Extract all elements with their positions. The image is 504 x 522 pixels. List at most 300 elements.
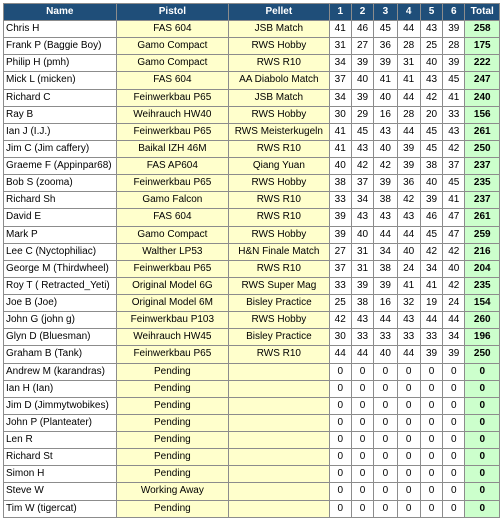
- player-name: Richard St: [4, 449, 117, 466]
- round-score-6: 39: [443, 55, 465, 72]
- table-row: [4, 89, 500, 106]
- pistol-cell: Pending: [116, 432, 229, 449]
- round-score-3: 40: [374, 89, 397, 106]
- round-score-4: 39: [397, 140, 420, 157]
- round-score-2: 0: [351, 432, 373, 449]
- round-score-4: 0: [397, 483, 420, 500]
- round-score-6: 0: [443, 432, 465, 449]
- round-score-6: 41: [443, 89, 465, 106]
- round-score-5: 43: [420, 72, 442, 89]
- total-score: 235: [465, 277, 500, 294]
- player-name: David E: [4, 209, 117, 226]
- table-row: [4, 260, 500, 277]
- round-score-6: 0: [443, 466, 465, 483]
- total-score: 250: [465, 346, 500, 363]
- round-score-6: 42: [443, 277, 465, 294]
- table-row: [4, 466, 500, 483]
- pistol-cell: Pending: [116, 397, 229, 414]
- round-score-5: 39: [420, 346, 442, 363]
- round-score-5: 20: [420, 106, 442, 123]
- table-row: [4, 277, 500, 294]
- round-score-6: 42: [443, 243, 465, 260]
- player-name: Richard Sh: [4, 192, 117, 209]
- pellet-cell: JSB Match: [229, 89, 329, 106]
- header-pistol: Pistol: [116, 4, 229, 21]
- round-score-1: 0: [329, 397, 351, 414]
- player-name: Philip H (pmh): [4, 55, 117, 72]
- round-score-3: 41: [374, 72, 397, 89]
- round-score-2: 34: [351, 192, 373, 209]
- pellet-cell: [229, 414, 329, 431]
- total-score: 196: [465, 329, 500, 346]
- round-score-4: 28: [397, 106, 420, 123]
- round-score-6: 33: [443, 106, 465, 123]
- round-score-2: 45: [351, 123, 373, 140]
- round-score-5: 45: [420, 226, 442, 243]
- pellet-cell: [229, 500, 329, 518]
- total-score: 0: [465, 414, 500, 431]
- table-row: [4, 72, 500, 89]
- round-score-5: 41: [420, 277, 442, 294]
- pistol-cell: Gamo Falcon: [116, 192, 229, 209]
- round-score-2: 29: [351, 106, 373, 123]
- round-score-4: 36: [397, 175, 420, 192]
- round-score-1: 27: [329, 243, 351, 260]
- round-score-4: 0: [397, 414, 420, 431]
- round-score-4: 0: [397, 363, 420, 380]
- round-score-1: 38: [329, 175, 351, 192]
- round-score-1: 37: [329, 260, 351, 277]
- table-row: [4, 140, 500, 157]
- table-row: [4, 158, 500, 175]
- table-row: [4, 243, 500, 260]
- round-score-6: 0: [443, 414, 465, 431]
- round-score-4: 42: [397, 192, 420, 209]
- round-score-5: 0: [420, 500, 442, 518]
- round-score-3: 0: [374, 449, 397, 466]
- round-score-5: 40: [420, 175, 442, 192]
- pellet-cell: [229, 466, 329, 483]
- total-score: 216: [465, 243, 500, 260]
- round-score-2: 39: [351, 277, 373, 294]
- total-score: 0: [465, 397, 500, 414]
- header-round-3: 3: [374, 4, 397, 21]
- round-score-3: 43: [374, 209, 397, 226]
- round-score-3: 0: [374, 414, 397, 431]
- header-round-6: 6: [443, 4, 465, 21]
- round-score-6: 28: [443, 38, 465, 55]
- round-score-3: 44: [374, 226, 397, 243]
- round-score-1: 0: [329, 363, 351, 380]
- round-score-3: 0: [374, 483, 397, 500]
- round-score-4: 44: [397, 123, 420, 140]
- player-name: Graham B (Tank): [4, 346, 117, 363]
- table-row: [4, 192, 500, 209]
- total-score: 204: [465, 260, 500, 277]
- round-score-2: 39: [351, 55, 373, 72]
- round-score-5: 0: [420, 432, 442, 449]
- player-name: Ian J (I.J.): [4, 123, 117, 140]
- player-name: John P (Planteater): [4, 414, 117, 431]
- player-name: Andrew M (karandras): [4, 363, 117, 380]
- round-score-6: 41: [443, 192, 465, 209]
- round-score-1: 0: [329, 380, 351, 397]
- round-score-2: 38: [351, 295, 373, 312]
- pellet-cell: Qiang Yuan: [229, 158, 329, 175]
- round-score-1: 31: [329, 38, 351, 55]
- round-score-4: 44: [397, 89, 420, 106]
- round-score-6: 0: [443, 363, 465, 380]
- scores-table: [3, 3, 500, 518]
- pistol-cell: Gamo Compact: [116, 55, 229, 72]
- pellet-cell: RWS R10: [229, 140, 329, 157]
- pistol-cell: Original Model 6G: [116, 277, 229, 294]
- round-score-5: 0: [420, 466, 442, 483]
- round-score-6: 0: [443, 397, 465, 414]
- round-score-1: 33: [329, 192, 351, 209]
- round-score-2: 42: [351, 158, 373, 175]
- pistol-cell: Weihrauch HW40: [116, 106, 229, 123]
- round-score-6: 43: [443, 123, 465, 140]
- player-name: Bob S (zooma): [4, 175, 117, 192]
- table-row: [4, 175, 500, 192]
- pellet-cell: RWS Super Mag: [229, 277, 329, 294]
- pellet-cell: RWS Meisterkugeln: [229, 123, 329, 140]
- pellet-cell: [229, 397, 329, 414]
- round-score-2: 40: [351, 72, 373, 89]
- round-score-2: 39: [351, 89, 373, 106]
- round-score-5: 39: [420, 192, 442, 209]
- round-score-3: 38: [374, 260, 397, 277]
- table-row: [4, 414, 500, 431]
- player-name: Jim D (Jimmytwobikes): [4, 397, 117, 414]
- table-body: [4, 21, 500, 518]
- pistol-cell: Working Away: [116, 483, 229, 500]
- round-score-2: 31: [351, 243, 373, 260]
- round-score-4: 0: [397, 380, 420, 397]
- round-score-4: 39: [397, 158, 420, 175]
- player-name: John G (john g): [4, 312, 117, 329]
- round-score-2: 31: [351, 260, 373, 277]
- round-score-1: 39: [329, 226, 351, 243]
- round-score-3: 39: [374, 175, 397, 192]
- round-score-1: 0: [329, 500, 351, 518]
- round-score-2: 0: [351, 483, 373, 500]
- player-name: Frank P (Baggie Boy): [4, 38, 117, 55]
- header-round-5: 5: [420, 4, 442, 21]
- table-row: [4, 397, 500, 414]
- round-score-5: 45: [420, 140, 442, 157]
- pellet-cell: [229, 483, 329, 500]
- total-score: 235: [465, 175, 500, 192]
- player-name: Steve W: [4, 483, 117, 500]
- player-name: Mick L (micken): [4, 72, 117, 89]
- round-score-1: 0: [329, 414, 351, 431]
- total-score: 240: [465, 89, 500, 106]
- round-score-4: 0: [397, 466, 420, 483]
- pellet-cell: RWS Hobby: [229, 106, 329, 123]
- pistol-cell: Weihrauch HW45: [116, 329, 229, 346]
- round-score-5: 42: [420, 243, 442, 260]
- round-score-1: 30: [329, 106, 351, 123]
- total-score: 237: [465, 192, 500, 209]
- pistol-cell: Feinwerkbau P65: [116, 175, 229, 192]
- round-score-4: 0: [397, 432, 420, 449]
- round-score-6: 39: [443, 346, 465, 363]
- total-score: 0: [465, 363, 500, 380]
- round-score-5: 44: [420, 312, 442, 329]
- table-row: [4, 21, 500, 38]
- round-score-3: 40: [374, 346, 397, 363]
- round-score-1: 41: [329, 140, 351, 157]
- round-score-1: 40: [329, 158, 351, 175]
- round-score-3: 0: [374, 500, 397, 518]
- player-name: George M (Thirdwheel): [4, 260, 117, 277]
- round-score-6: 0: [443, 500, 465, 518]
- round-score-1: 41: [329, 123, 351, 140]
- round-score-6: 0: [443, 380, 465, 397]
- pistol-cell: Pending: [116, 500, 229, 518]
- table-row: [4, 432, 500, 449]
- round-score-6: 40: [443, 260, 465, 277]
- round-score-3: 16: [374, 295, 397, 312]
- total-score: 261: [465, 209, 500, 226]
- round-score-6: 45: [443, 72, 465, 89]
- round-score-1: 42: [329, 312, 351, 329]
- pistol-cell: Feinwerkbau P65: [116, 89, 229, 106]
- pellet-cell: [229, 363, 329, 380]
- round-score-6: 47: [443, 226, 465, 243]
- player-name: Tim W (tigercat): [4, 500, 117, 518]
- total-score: 156: [465, 106, 500, 123]
- round-score-1: 0: [329, 483, 351, 500]
- table-row: [4, 55, 500, 72]
- round-score-5: 0: [420, 397, 442, 414]
- pistol-cell: Pending: [116, 449, 229, 466]
- round-score-3: 0: [374, 432, 397, 449]
- pistol-cell: Pending: [116, 414, 229, 431]
- pistol-cell: Walther LP53: [116, 243, 229, 260]
- round-score-4: 0: [397, 500, 420, 518]
- round-score-4: 44: [397, 346, 420, 363]
- total-score: 250: [465, 140, 500, 157]
- total-score: 0: [465, 500, 500, 518]
- total-score: 0: [465, 466, 500, 483]
- table-row: [4, 38, 500, 55]
- round-score-5: 0: [420, 483, 442, 500]
- round-score-4: 41: [397, 72, 420, 89]
- total-score: 0: [465, 483, 500, 500]
- total-score: 259: [465, 226, 500, 243]
- round-score-2: 0: [351, 380, 373, 397]
- round-score-6: 45: [443, 175, 465, 192]
- round-score-5: 19: [420, 295, 442, 312]
- pellet-cell: RWS Hobby: [229, 312, 329, 329]
- pellet-cell: RWS R10: [229, 260, 329, 277]
- round-score-2: 33: [351, 329, 373, 346]
- round-score-3: 39: [374, 277, 397, 294]
- round-score-3: 43: [374, 123, 397, 140]
- pistol-cell: FAS 604: [116, 209, 229, 226]
- round-score-5: 0: [420, 414, 442, 431]
- round-score-3: 0: [374, 363, 397, 380]
- round-score-3: 0: [374, 397, 397, 414]
- round-score-3: 40: [374, 140, 397, 157]
- player-name: Glyn D (Bluesman): [4, 329, 117, 346]
- round-score-1: 25: [329, 295, 351, 312]
- round-score-2: 43: [351, 312, 373, 329]
- total-score: 0: [465, 432, 500, 449]
- pistol-cell: Feinwerkbau P65: [116, 260, 229, 277]
- pistol-cell: FAS AP604: [116, 158, 229, 175]
- round-score-5: 0: [420, 363, 442, 380]
- pellet-cell: [229, 432, 329, 449]
- round-score-3: 0: [374, 380, 397, 397]
- round-score-4: 31: [397, 55, 420, 72]
- round-score-2: 40: [351, 226, 373, 243]
- round-score-4: 28: [397, 38, 420, 55]
- round-score-2: 37: [351, 175, 373, 192]
- round-score-2: 0: [351, 466, 373, 483]
- header-pellet: Pellet: [229, 4, 329, 21]
- round-score-5: 42: [420, 89, 442, 106]
- pellet-cell: [229, 449, 329, 466]
- round-score-5: 43: [420, 21, 442, 38]
- pellet-cell: H&N Finale Match: [229, 243, 329, 260]
- round-score-3: 36: [374, 38, 397, 55]
- round-score-4: 43: [397, 209, 420, 226]
- round-score-6: 24: [443, 295, 465, 312]
- round-score-5: 40: [420, 55, 442, 72]
- player-name: Ian H (Ian): [4, 380, 117, 397]
- round-score-5: 34: [420, 260, 442, 277]
- player-name: Joe B (Joe): [4, 295, 117, 312]
- player-name: Richard C: [4, 89, 117, 106]
- round-score-5: 25: [420, 38, 442, 55]
- total-score: 175: [465, 38, 500, 55]
- table-row: [4, 295, 500, 312]
- round-score-5: 45: [420, 123, 442, 140]
- pistol-cell: Pending: [116, 380, 229, 397]
- total-score: 247: [465, 72, 500, 89]
- header-total: Total: [465, 4, 500, 21]
- header-round-4: 4: [397, 4, 420, 21]
- round-score-4: 44: [397, 226, 420, 243]
- round-score-5: 33: [420, 329, 442, 346]
- pellet-cell: RWS Hobby: [229, 38, 329, 55]
- round-score-4: 32: [397, 295, 420, 312]
- round-score-6: 34: [443, 329, 465, 346]
- player-name: Len R: [4, 432, 117, 449]
- round-score-1: 37: [329, 72, 351, 89]
- total-score: 0: [465, 380, 500, 397]
- pellet-cell: JSB Match: [229, 21, 329, 38]
- round-score-4: 41: [397, 277, 420, 294]
- pistol-cell: Feinwerkbau P65: [116, 123, 229, 140]
- round-score-3: 38: [374, 192, 397, 209]
- total-score: 237: [465, 158, 500, 175]
- table-row: [4, 380, 500, 397]
- round-score-1: 0: [329, 432, 351, 449]
- round-score-5: 0: [420, 380, 442, 397]
- round-score-2: 43: [351, 209, 373, 226]
- round-score-2: 0: [351, 449, 373, 466]
- round-score-2: 27: [351, 38, 373, 55]
- round-score-2: 0: [351, 397, 373, 414]
- round-score-6: 39: [443, 21, 465, 38]
- table-row: [4, 312, 500, 329]
- round-score-4: 43: [397, 312, 420, 329]
- round-score-6: 0: [443, 483, 465, 500]
- pellet-cell: RWS Hobby: [229, 175, 329, 192]
- round-score-6: 47: [443, 209, 465, 226]
- header-row: [4, 4, 500, 21]
- player-name: Roy T ( Retracted_Yeti): [4, 277, 117, 294]
- pistol-cell: Gamo Compact: [116, 226, 229, 243]
- round-score-6: 42: [443, 140, 465, 157]
- table-row: [4, 363, 500, 380]
- player-name: Ray B: [4, 106, 117, 123]
- pistol-cell: FAS 604: [116, 21, 229, 38]
- pellet-cell: Bisley Practice: [229, 329, 329, 346]
- table-row: [4, 483, 500, 500]
- round-score-6: 0: [443, 449, 465, 466]
- pistol-cell: Feinwerkbau P103: [116, 312, 229, 329]
- round-score-1: 41: [329, 21, 351, 38]
- round-score-1: 0: [329, 466, 351, 483]
- round-score-5: 46: [420, 209, 442, 226]
- round-score-4: 44: [397, 21, 420, 38]
- pistol-cell: Original Model 6M: [116, 295, 229, 312]
- round-score-2: 0: [351, 500, 373, 518]
- total-score: 260: [465, 312, 500, 329]
- table-row: [4, 123, 500, 140]
- round-score-2: 0: [351, 363, 373, 380]
- round-score-2: 44: [351, 346, 373, 363]
- player-name: Simon H: [4, 466, 117, 483]
- pistol-cell: Pending: [116, 466, 229, 483]
- round-score-3: 44: [374, 312, 397, 329]
- table-row: [4, 209, 500, 226]
- round-score-1: 34: [329, 55, 351, 72]
- player-name: Graeme F (Appinpar68): [4, 158, 117, 175]
- pellet-cell: AA Diabolo Match: [229, 72, 329, 89]
- round-score-1: 39: [329, 209, 351, 226]
- round-score-1: 30: [329, 329, 351, 346]
- pellet-cell: RWS R10: [229, 55, 329, 72]
- round-score-1: 34: [329, 89, 351, 106]
- pellet-cell: RWS R10: [229, 346, 329, 363]
- header-name: Name: [4, 4, 117, 21]
- pellet-cell: RWS R10: [229, 192, 329, 209]
- player-name: Chris H: [4, 21, 117, 38]
- round-score-3: 45: [374, 21, 397, 38]
- table-row: [4, 346, 500, 363]
- round-score-3: 0: [374, 466, 397, 483]
- round-score-6: 37: [443, 158, 465, 175]
- table-row: [4, 329, 500, 346]
- player-name: Jim C (Jim caffery): [4, 140, 117, 157]
- round-score-3: 34: [374, 243, 397, 260]
- round-score-6: 44: [443, 312, 465, 329]
- round-score-1: 33: [329, 277, 351, 294]
- pistol-cell: Gamo Compact: [116, 38, 229, 55]
- round-score-4: 0: [397, 397, 420, 414]
- round-score-2: 46: [351, 21, 373, 38]
- total-score: 0: [465, 449, 500, 466]
- pistol-cell: Baikal IZH 46M: [116, 140, 229, 157]
- round-score-1: 0: [329, 449, 351, 466]
